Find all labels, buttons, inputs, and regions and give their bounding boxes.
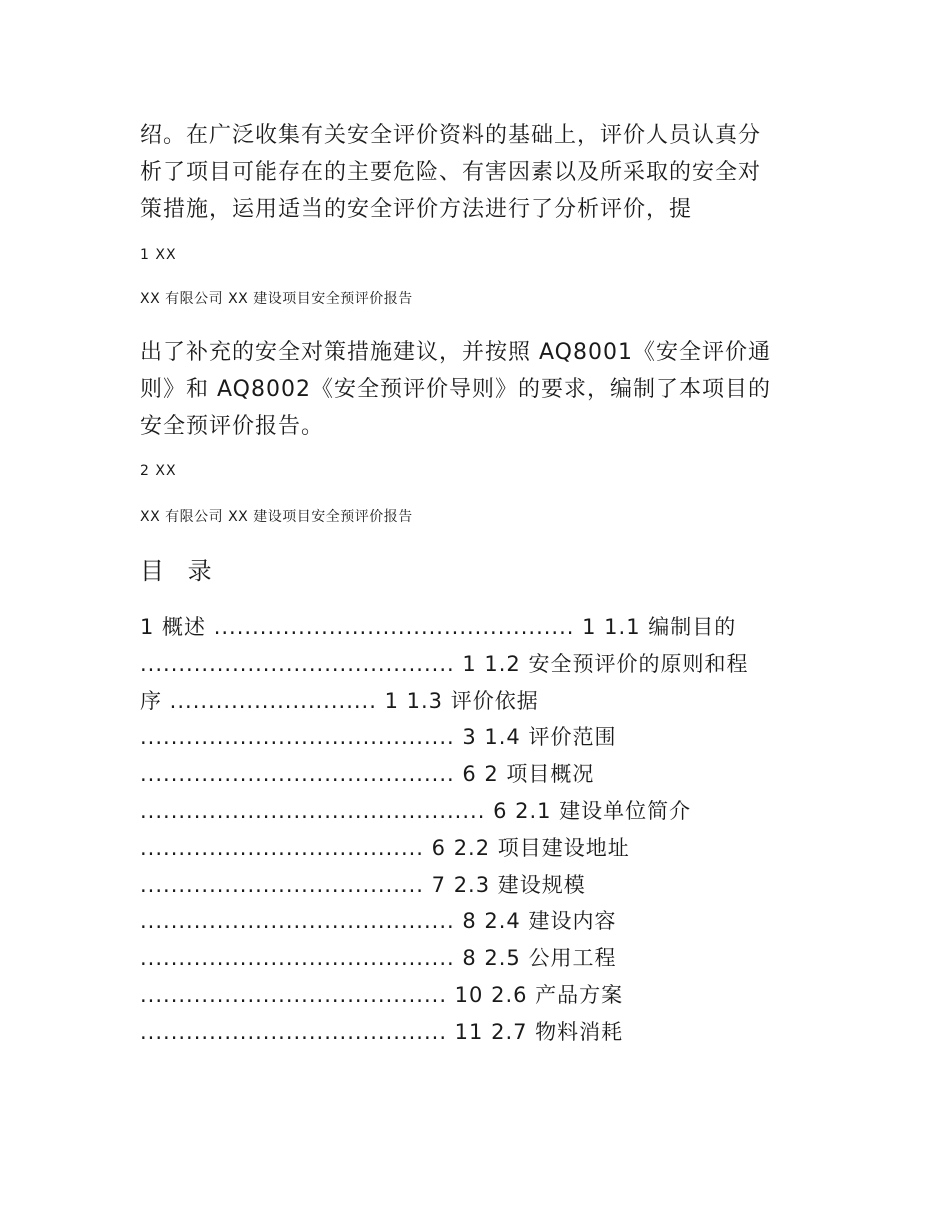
toc-entry[interactable]: ........................................ 10 2.6 产品方案 xyxy=(140,982,624,1007)
page-footer-2 xyxy=(140,462,820,480)
toc-entry[interactable]: ......................................... 8 2.5 公用工程 xyxy=(140,946,617,971)
paragraph-line: 绍。在广泛收集有关安全评价资料的基础上，评价人员认真分 xyxy=(140,123,762,148)
table-of-contents xyxy=(140,609,820,1051)
paragraph-line: 安全预评价报告。 xyxy=(140,414,325,439)
toc-entry[interactable]: ......................................... 3 1.4 评价范围 xyxy=(140,725,617,750)
page-header-2 xyxy=(140,290,820,308)
toc-heading xyxy=(140,556,820,586)
toc-entry[interactable]: 1 概述 ............................................... 1 1.1 编制目的 xyxy=(140,615,737,639)
report-header: XX 有限公司 XX 建设项目安全预评价报告 xyxy=(140,291,413,307)
intro-paragraph xyxy=(140,117,820,228)
toc-entry[interactable]: ........................................ 11 2.7 物料消耗 xyxy=(140,1019,624,1044)
toc-entry[interactable]: ..................................... 7 2.3 建设规模 xyxy=(140,872,586,897)
toc-entry[interactable]: 序 ........................... 1 1.3 评价依据 xyxy=(140,688,539,713)
toc-entry[interactable]: ............................................. 6 2.1 建设单位简介 xyxy=(140,798,692,823)
paragraph-line: 策措施，运用适当的安全评价方法进行了分析评价，提 xyxy=(140,197,693,222)
continuation-paragraph xyxy=(140,334,820,445)
toc-title: 目 录 xyxy=(140,557,220,585)
page-number: 2 XX xyxy=(140,463,177,479)
paragraph-line: 则》和 AQ8002《安全预评价导则》的要求，编制了本项目的 xyxy=(140,377,771,402)
toc-entry[interactable]: ..................................... 6 2.2 项目建设地址 xyxy=(140,835,630,860)
page-number: 1 XX xyxy=(140,247,177,263)
toc-entry[interactable]: ......................................... 8 2.4 建设内容 xyxy=(140,909,617,934)
page-header-3 xyxy=(140,508,820,526)
paragraph-line: 出了补充的安全对策措施建议，并按照 AQ8001《安全评价通 xyxy=(140,340,771,365)
paragraph-line: 析了项目可能存在的主要危险、有害因素以及所采取的安全对 xyxy=(140,160,762,185)
page-footer-1 xyxy=(140,246,820,264)
toc-entry[interactable]: ......................................... 1 1.2 安全预评价的原则和程 xyxy=(140,651,749,676)
toc-entry[interactable]: ......................................... 6 2 项目概况 xyxy=(140,762,595,787)
report-header: XX 有限公司 XX 建设项目安全预评价报告 xyxy=(140,509,413,525)
